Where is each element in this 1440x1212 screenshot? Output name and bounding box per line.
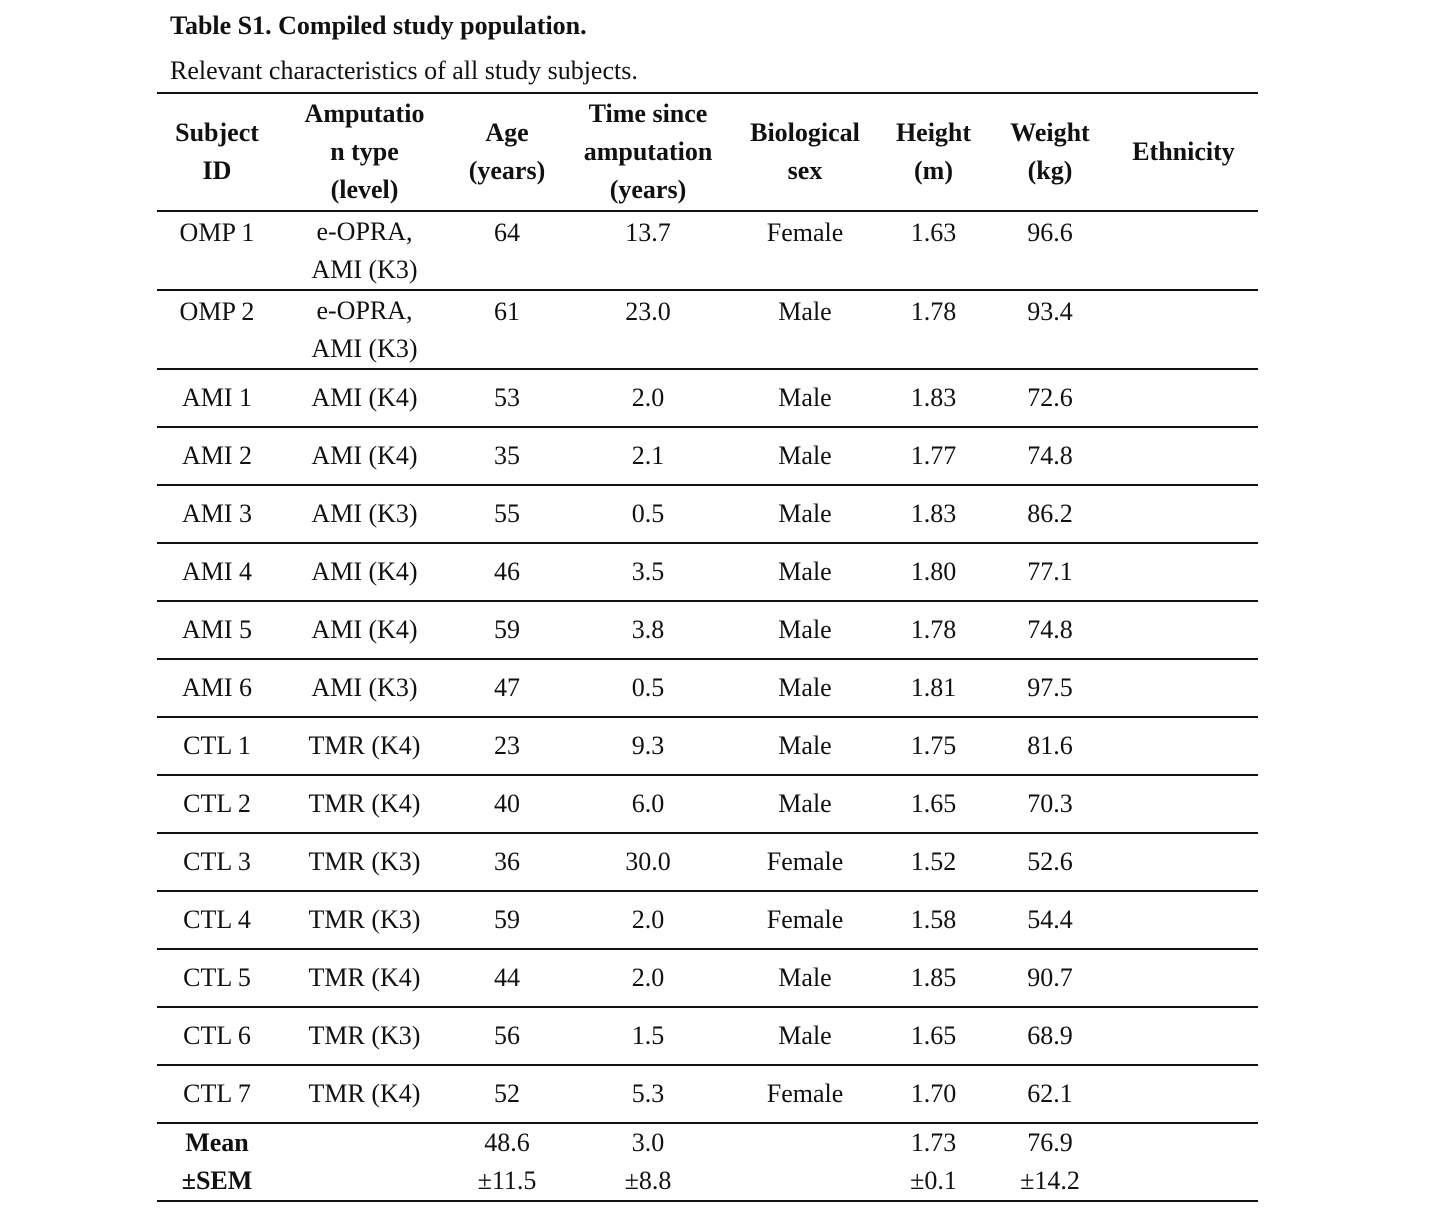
column-header-line: Ethnicity bbox=[1132, 137, 1235, 166]
mean-value: 3.0 bbox=[631, 1128, 665, 1157]
summary-label-cell bbox=[157, 1123, 277, 1201]
summary-empty-cell bbox=[734, 1123, 876, 1201]
amputation-type-cell bbox=[277, 543, 452, 601]
time-since-cell: 0.5 bbox=[562, 659, 734, 717]
table-caption-subtitle: Relevant characteristics of all study subjects. bbox=[170, 56, 638, 85]
amputation-type-line: TMR (K4) bbox=[308, 789, 421, 818]
age-cell: 23 bbox=[452, 717, 562, 775]
subject-id-cell: OMP 1 bbox=[157, 211, 277, 290]
column-header-line: n type bbox=[330, 137, 399, 166]
amputation-type-cell bbox=[277, 833, 452, 891]
time-since-cell: 23.0 bbox=[562, 290, 734, 369]
height-cell: 1.77 bbox=[876, 427, 991, 485]
table-row bbox=[157, 427, 1258, 485]
height-cell: 1.81 bbox=[876, 659, 991, 717]
table-row bbox=[157, 717, 1258, 775]
ethnicity-cell bbox=[1109, 290, 1258, 369]
weight-cell: 72.6 bbox=[991, 369, 1109, 427]
amputation-type-line: TMR (K4) bbox=[308, 1079, 421, 1108]
ethnicity-cell bbox=[1109, 775, 1258, 833]
age-cell: 44 bbox=[452, 949, 562, 1007]
time-since-cell: 3.8 bbox=[562, 601, 734, 659]
sex-cell: Male bbox=[734, 369, 876, 427]
summary-time-since-cell bbox=[562, 1123, 734, 1201]
age-cell: 36 bbox=[452, 833, 562, 891]
sem-value: ±11.5 bbox=[477, 1166, 537, 1195]
age-cell: 59 bbox=[452, 891, 562, 949]
amputation-type-cell bbox=[277, 601, 452, 659]
mean-value: Mean bbox=[185, 1128, 249, 1157]
subject-id-cell: AMI 1 bbox=[157, 369, 277, 427]
ethnicity-cell bbox=[1109, 1065, 1258, 1123]
subject-id-cell: CTL 5 bbox=[157, 949, 277, 1007]
amputation-type-line: AMI (K4) bbox=[311, 441, 418, 470]
mean-value: 76.9 bbox=[1027, 1128, 1073, 1157]
amputation-type-line: e-OPRA, bbox=[316, 216, 413, 246]
time-since-cell: 1.5 bbox=[562, 1007, 734, 1065]
age-cell: 46 bbox=[452, 543, 562, 601]
table-body bbox=[157, 211, 1258, 1201]
subject-id-cell: CTL 6 bbox=[157, 1007, 277, 1065]
ethnicity-cell bbox=[1109, 427, 1258, 485]
height-cell: 1.63 bbox=[876, 211, 991, 290]
amputation-type-line: AMI (K4) bbox=[311, 615, 418, 644]
amputation-type-cell bbox=[277, 369, 452, 427]
subject-id-cell: CTL 2 bbox=[157, 775, 277, 833]
table-row bbox=[157, 543, 1258, 601]
subject-id-cell: AMI 5 bbox=[157, 601, 277, 659]
ethnicity-cell bbox=[1109, 659, 1258, 717]
sem-value: ±SEM bbox=[181, 1166, 253, 1195]
weight-cell: 52.6 bbox=[991, 833, 1109, 891]
height-cell: 1.85 bbox=[876, 949, 991, 1007]
column-header-line: (kg) bbox=[1027, 156, 1073, 185]
table-row bbox=[157, 833, 1258, 891]
time-since-cell: 6.0 bbox=[562, 775, 734, 833]
table-row bbox=[157, 601, 1258, 659]
amputation-type-cell bbox=[277, 427, 452, 485]
amputation-type-cell bbox=[277, 891, 452, 949]
height-cell: 1.52 bbox=[876, 833, 991, 891]
sex-cell: Male bbox=[734, 659, 876, 717]
column-header-line: (years) bbox=[468, 156, 546, 185]
header-row bbox=[157, 93, 1258, 211]
subject-id-cell: AMI 4 bbox=[157, 543, 277, 601]
ethnicity-cell bbox=[1109, 543, 1258, 601]
table-caption-title: Table S1. Compiled study population. bbox=[170, 11, 587, 40]
time-since-cell: 3.5 bbox=[562, 543, 734, 601]
age-cell: 53 bbox=[452, 369, 562, 427]
subject-id-cell: AMI 3 bbox=[157, 485, 277, 543]
weight-cell: 97.5 bbox=[991, 659, 1109, 717]
table-row bbox=[157, 1007, 1258, 1065]
sex-cell: Male bbox=[734, 290, 876, 369]
column-header-line: (years) bbox=[609, 175, 687, 204]
column-header-line: Height bbox=[895, 118, 972, 147]
column-header-line: Time since bbox=[588, 99, 708, 128]
time-since-cell: 5.3 bbox=[562, 1065, 734, 1123]
column-header-amputation-type bbox=[277, 93, 452, 211]
weight-cell: 54.4 bbox=[991, 891, 1109, 949]
table-row bbox=[157, 1065, 1258, 1123]
column-header-line: ID bbox=[202, 156, 232, 185]
summary-empty-cell bbox=[277, 1123, 452, 1201]
amputation-type-line: AMI (K3) bbox=[311, 254, 418, 284]
amputation-type-line: TMR (K3) bbox=[308, 1021, 421, 1050]
age-cell: 59 bbox=[452, 601, 562, 659]
table-row bbox=[157, 369, 1258, 427]
sem-value: ±0.1 bbox=[910, 1166, 957, 1195]
amputation-type-cell bbox=[277, 290, 452, 369]
table-row bbox=[157, 659, 1258, 717]
age-cell: 40 bbox=[452, 775, 562, 833]
ethnicity-cell bbox=[1109, 833, 1258, 891]
ethnicity-cell bbox=[1109, 891, 1258, 949]
amputation-type-line: e-OPRA, bbox=[316, 295, 413, 325]
amputation-type-line: AMI (K3) bbox=[311, 333, 418, 363]
ethnicity-cell bbox=[1109, 211, 1258, 290]
height-cell: 1.80 bbox=[876, 543, 991, 601]
sex-cell: Female bbox=[734, 211, 876, 290]
table-row bbox=[157, 891, 1258, 949]
study-population-table bbox=[157, 92, 1258, 1202]
column-header-ethnicity bbox=[1109, 93, 1258, 211]
column-header-line: Weight bbox=[1010, 118, 1090, 147]
height-cell: 1.75 bbox=[876, 717, 991, 775]
amputation-type-line: TMR (K4) bbox=[308, 731, 421, 760]
time-since-cell: 13.7 bbox=[562, 211, 734, 290]
summary-age-cell bbox=[452, 1123, 562, 1201]
time-since-cell: 30.0 bbox=[562, 833, 734, 891]
weight-cell: 70.3 bbox=[991, 775, 1109, 833]
weight-cell: 62.1 bbox=[991, 1065, 1109, 1123]
table-row bbox=[157, 211, 1258, 290]
time-since-cell: 2.0 bbox=[562, 949, 734, 1007]
age-cell: 56 bbox=[452, 1007, 562, 1065]
sex-cell: Male bbox=[734, 485, 876, 543]
ethnicity-cell bbox=[1109, 1007, 1258, 1065]
column-header-line: sex bbox=[787, 156, 823, 185]
amputation-type-line: TMR (K3) bbox=[308, 847, 421, 876]
amputation-type-cell bbox=[277, 659, 452, 717]
sex-cell: Male bbox=[734, 543, 876, 601]
amputation-type-cell bbox=[277, 775, 452, 833]
summary-height-cell bbox=[876, 1123, 991, 1201]
amputation-type-cell bbox=[277, 485, 452, 543]
table-row bbox=[157, 949, 1258, 1007]
height-cell: 1.65 bbox=[876, 1007, 991, 1065]
column-header-height bbox=[876, 93, 991, 211]
subject-id-cell: AMI 2 bbox=[157, 427, 277, 485]
column-header-biological-sex bbox=[734, 93, 876, 211]
ethnicity-cell bbox=[1109, 949, 1258, 1007]
sex-cell: Male bbox=[734, 775, 876, 833]
table-row bbox=[157, 485, 1258, 543]
age-cell: 52 bbox=[452, 1065, 562, 1123]
weight-cell: 77.1 bbox=[991, 543, 1109, 601]
column-header-age bbox=[452, 93, 562, 211]
summary-row bbox=[157, 1123, 1258, 1201]
subject-id-cell: AMI 6 bbox=[157, 659, 277, 717]
column-header-line: Amputatio bbox=[304, 99, 425, 128]
time-since-cell: 2.0 bbox=[562, 369, 734, 427]
summary-weight-cell bbox=[991, 1123, 1109, 1201]
table-row bbox=[157, 290, 1258, 369]
height-cell: 1.78 bbox=[876, 601, 991, 659]
amputation-type-line: AMI (K4) bbox=[311, 557, 418, 586]
amputation-type-cell bbox=[277, 1007, 452, 1065]
height-cell: 1.58 bbox=[876, 891, 991, 949]
column-header-line: Age bbox=[485, 118, 529, 147]
column-header-line: amputation bbox=[583, 137, 713, 166]
amputation-type-line: TMR (K3) bbox=[308, 905, 421, 934]
sex-cell: Female bbox=[734, 891, 876, 949]
amputation-type-cell bbox=[277, 211, 452, 290]
mean-value: 1.73 bbox=[910, 1128, 957, 1157]
column-header-line: (m) bbox=[914, 156, 953, 185]
height-cell: 1.70 bbox=[876, 1065, 991, 1123]
weight-cell: 93.4 bbox=[991, 290, 1109, 369]
height-cell: 1.78 bbox=[876, 290, 991, 369]
time-since-cell: 0.5 bbox=[562, 485, 734, 543]
amputation-type-cell bbox=[277, 717, 452, 775]
weight-cell: 74.8 bbox=[991, 427, 1109, 485]
subject-id-cell: CTL 7 bbox=[157, 1065, 277, 1123]
time-since-cell: 2.1 bbox=[562, 427, 734, 485]
amputation-type-line: AMI (K3) bbox=[311, 673, 418, 702]
sex-cell: Male bbox=[734, 427, 876, 485]
column-header-line: Subject bbox=[175, 118, 259, 147]
subject-id-cell: CTL 4 bbox=[157, 891, 277, 949]
amputation-type-line: TMR (K4) bbox=[308, 963, 421, 992]
sem-value: ±8.8 bbox=[624, 1166, 672, 1195]
ethnicity-cell bbox=[1109, 601, 1258, 659]
subject-id-cell: CTL 3 bbox=[157, 833, 277, 891]
sem-value: ±14.2 bbox=[1020, 1166, 1080, 1195]
weight-cell: 68.9 bbox=[991, 1007, 1109, 1065]
column-header-time-since-amputation bbox=[562, 93, 734, 211]
table-row bbox=[157, 775, 1258, 833]
time-since-cell: 2.0 bbox=[562, 891, 734, 949]
height-cell: 1.65 bbox=[876, 775, 991, 833]
column-header-subject-id bbox=[157, 93, 277, 211]
column-header-line: Biological bbox=[750, 118, 860, 147]
age-cell: 61 bbox=[452, 290, 562, 369]
age-cell: 55 bbox=[452, 485, 562, 543]
sex-cell: Male bbox=[734, 1007, 876, 1065]
sex-cell: Male bbox=[734, 717, 876, 775]
age-cell: 35 bbox=[452, 427, 562, 485]
sex-cell: Male bbox=[734, 949, 876, 1007]
ethnicity-cell bbox=[1109, 485, 1258, 543]
amputation-type-cell bbox=[277, 949, 452, 1007]
weight-cell: 86.2 bbox=[991, 485, 1109, 543]
summary-empty-cell bbox=[1109, 1123, 1258, 1201]
weight-cell: 90.7 bbox=[991, 949, 1109, 1007]
amputation-type-line: AMI (K3) bbox=[311, 499, 418, 528]
column-header-line: (level) bbox=[330, 175, 399, 204]
age-cell: 47 bbox=[452, 659, 562, 717]
subject-id-cell: CTL 1 bbox=[157, 717, 277, 775]
amputation-type-line: AMI (K4) bbox=[311, 383, 418, 412]
sex-cell: Female bbox=[734, 1065, 876, 1123]
height-cell: 1.83 bbox=[876, 369, 991, 427]
mean-value: 48.6 bbox=[484, 1128, 530, 1157]
column-header-weight bbox=[991, 93, 1109, 211]
age-cell: 64 bbox=[452, 211, 562, 290]
time-since-cell: 9.3 bbox=[562, 717, 734, 775]
weight-cell: 74.8 bbox=[991, 601, 1109, 659]
height-cell: 1.83 bbox=[876, 485, 991, 543]
sex-cell: Male bbox=[734, 601, 876, 659]
ethnicity-cell bbox=[1109, 369, 1258, 427]
sex-cell: Female bbox=[734, 833, 876, 891]
amputation-type-cell bbox=[277, 1065, 452, 1123]
weight-cell: 81.6 bbox=[991, 717, 1109, 775]
subject-id-cell: OMP 2 bbox=[157, 290, 277, 369]
weight-cell: 96.6 bbox=[991, 211, 1109, 290]
ethnicity-cell bbox=[1109, 717, 1258, 775]
